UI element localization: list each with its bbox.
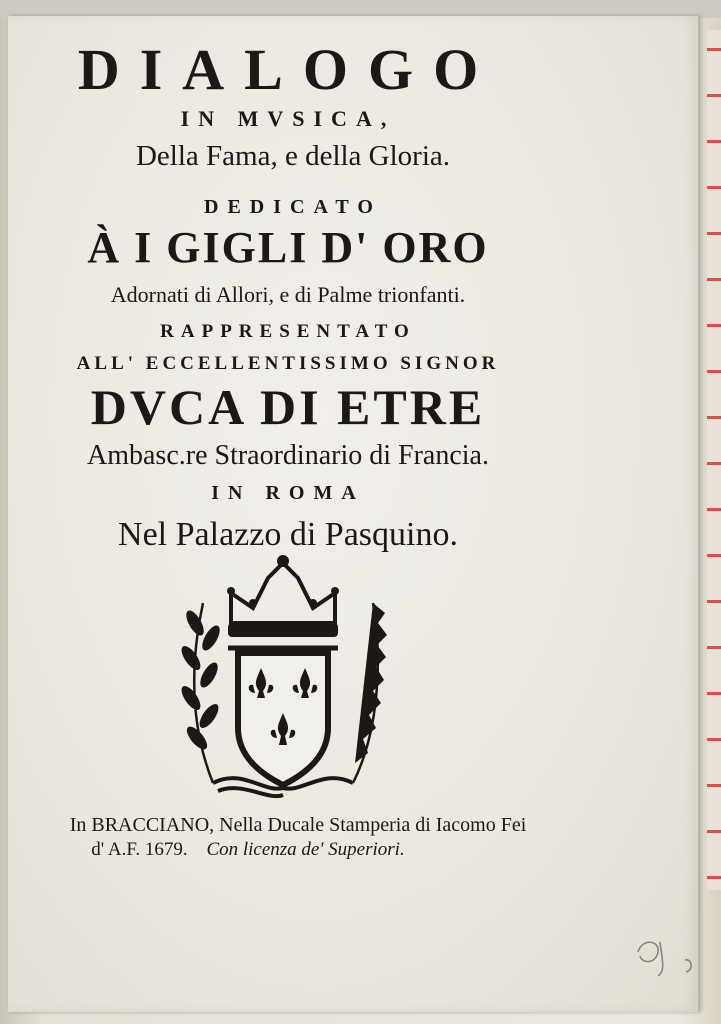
in-roma-label: IN ROMA (211, 482, 365, 504)
crowned-fleur-de-lis-coat-of-arms-icon (173, 553, 393, 803)
subtitle-fama-gloria: Della Fama, e della Gloria. (135, 140, 451, 172)
pencil-annotation-icon (630, 930, 700, 980)
rappresentato-label: RAPPRESENTATO (160, 321, 416, 342)
signor-line: ALL' ECCELLENTISSIMO SIGNOR (76, 353, 500, 374)
red-page-edge (707, 30, 721, 890)
ambasciatore-line: Ambasc.re Straordinario di Francia. (87, 440, 489, 471)
title-page (8, 16, 699, 1012)
adornati-line: Adornati di Allori, e di Palme trionfanti. (110, 282, 466, 307)
subtitle-in-musica: IN MVSICA, (180, 106, 396, 131)
imprint-license: Con licenza de' Superiori. (206, 839, 405, 860)
dedicato-label: DEDICATO (204, 196, 382, 218)
duca-heading: DVCA DI ETRE (90, 379, 486, 435)
imprint-date: d' A.F. 1679. (91, 839, 188, 860)
title-dialogo: DIALOGO (77, 37, 499, 102)
imprint-date-line (38, 839, 458, 861)
gigli-doro-heading: À I GIGLI D' ORO (87, 223, 489, 272)
palazzo-line: Nel Palazzo di Pasquino. (118, 516, 458, 553)
imprint-line: In BRACCIANO, Nella Ducale Stamperia di Iacomo Fei (69, 814, 527, 836)
